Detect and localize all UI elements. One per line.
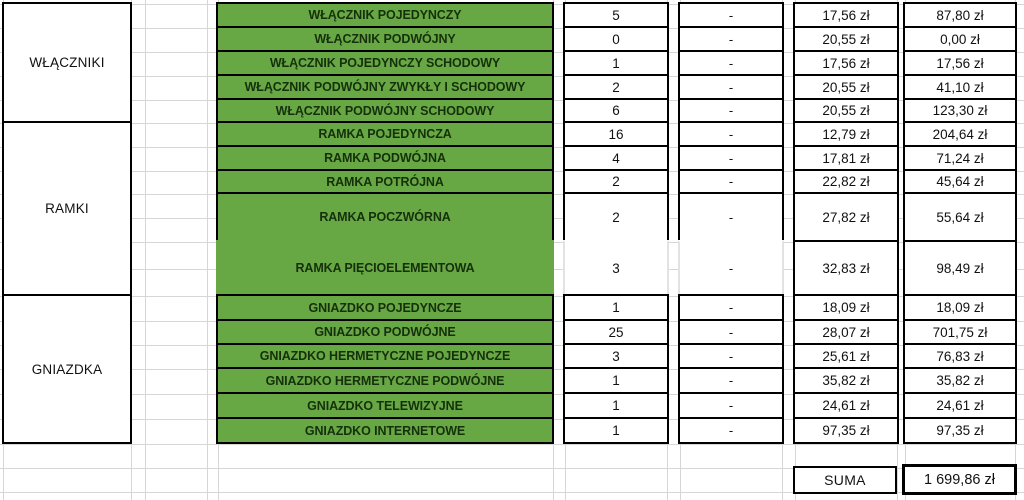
item-total-price-cell[interactable]: 76,83 zł [903,343,1017,369]
unit-price-column [793,2,899,444]
item-qty-cell[interactable]: 2 [563,192,669,242]
item-dash-cell[interactable]: - [678,417,784,444]
item-unit-price-cell[interactable]: 18,09 zł [793,294,899,321]
item-dash-cell[interactable]: - [678,319,784,345]
item-total-price-cell[interactable]: 87,80 zł [903,2,1017,28]
item-dash-cell[interactable]: - [678,2,784,28]
suma-label-cell[interactable]: SUMA [793,466,897,494]
item-name-cell[interactable]: RAMKA PODWÓJNA [216,145,554,171]
item-unit-price-cell[interactable]: 17,81 zł [793,145,899,171]
item-qty-cell[interactable]: 3 [563,240,669,296]
item-name-cell[interactable]: RAMKA POCZWÓRNA [216,192,554,242]
item-qty-cell[interactable]: 1 [563,392,669,419]
category-column [2,2,132,444]
item-qty-cell[interactable]: 1 [563,294,669,321]
item-name-cell[interactable]: RAMKA POJEDYNCZA [216,121,554,147]
item-total-price-cell[interactable]: 41,10 zł [903,74,1017,100]
item-qty-cell[interactable]: 0 [563,26,669,52]
item-dash-cell[interactable]: - [678,392,784,419]
item-name-cell[interactable]: RAMKA POTRÓJNA [216,169,554,194]
category-cell-wlaczniki[interactable]: WŁĄCZNIKI [2,2,132,123]
item-unit-price-cell[interactable]: 97,35 zł [793,417,899,444]
item-total-price-cell[interactable]: 55,64 zł [903,192,1017,242]
item-name-cell[interactable]: GNIAZDKO HERMETYCZNE PODWÓJNE [216,367,554,394]
item-total-price-cell[interactable]: 98,49 zł [903,240,1017,296]
item-name-cell[interactable]: WŁĄCZNIK POJEDYNCZY [216,2,554,28]
dash-column [678,2,784,444]
item-dash-cell[interactable]: - [678,145,784,171]
item-unit-price-cell[interactable]: 24,61 zł [793,392,899,419]
item-total-price-cell[interactable]: 123,30 zł [903,98,1017,123]
item-unit-price-cell[interactable]: 22,82 zł [793,169,899,194]
item-qty-cell[interactable]: 1 [563,367,669,394]
item-qty-cell[interactable]: 3 [563,343,669,369]
suma-total-cell[interactable]: 1 699,86 zł [902,464,1017,495]
item-unit-price-cell[interactable]: 20,55 zł [793,26,899,52]
item-unit-price-cell[interactable]: 28,07 zł [793,319,899,345]
item-total-price-cell[interactable]: 18,09 zł [903,294,1017,321]
item-dash-cell[interactable]: - [678,192,784,242]
item-total-price-cell[interactable]: 71,24 zł [903,145,1017,171]
item-qty-cell[interactable]: 2 [563,74,669,100]
item-total-price-cell[interactable]: 17,56 zł [903,50,1017,76]
item-dash-cell[interactable]: - [678,367,784,394]
item-total-price-cell[interactable]: 204,64 zł [903,121,1017,147]
item-dash-cell[interactable]: - [678,98,784,123]
item-dash-cell[interactable]: - [678,26,784,52]
item-unit-price-cell[interactable]: 12,79 zł [793,121,899,147]
item-unit-price-cell[interactable]: 17,56 zł [793,2,899,28]
item-dash-cell[interactable]: - [678,74,784,100]
total-price-column [903,2,1017,444]
item-qty-cell[interactable]: 25 [563,319,669,345]
item-name-cell[interactable]: WŁĄCZNIK PODWÓJNY SCHODOWY [216,98,554,123]
item-dash-cell[interactable]: - [678,169,784,194]
item-name-cell[interactable]: GNIAZDKO TELEWIZYJNE [216,392,554,419]
item-dash-cell[interactable]: - [678,240,784,296]
item-qty-cell[interactable]: 1 [563,50,669,76]
item-dash-cell[interactable]: - [678,294,784,321]
item-unit-price-cell[interactable]: 27,82 zł [793,192,899,242]
item-name-cell[interactable]: WŁĄCZNIK PODWÓJNY [216,26,554,52]
category-cell-gniazdka[interactable]: GNIAZDKA [2,294,132,444]
item-unit-price-cell[interactable]: 25,61 zł [793,343,899,369]
item-qty-cell[interactable]: 5 [563,2,669,28]
item-dash-cell[interactable]: - [678,50,784,76]
item-name-cell[interactable]: GNIAZDKO PODWÓJNE [216,319,554,345]
quantity-column [563,2,669,444]
item-unit-price-cell[interactable]: 20,55 zł [793,98,899,123]
item-name-cell[interactable]: GNIAZDKO INTERNETOWE [216,417,554,444]
item-name-cell[interactable]: RAMKA PIĘCIOELEMENTOWA [216,240,554,296]
item-total-price-cell[interactable]: 0,00 zł [903,26,1017,52]
item-unit-price-cell[interactable]: 35,82 zł [793,367,899,394]
item-name-cell[interactable]: GNIAZDKO HERMETYCZNE POJEDYNCZE [216,343,554,369]
item-total-price-cell[interactable]: 35,82 zł [903,367,1017,394]
item-qty-cell[interactable]: 16 [563,121,669,147]
item-total-price-cell[interactable]: 97,35 zł [903,417,1017,444]
item-name-cell[interactable]: WŁĄCZNIK POJEDYNCZY SCHODOWY [216,50,554,76]
category-cell-ramki[interactable]: RAMKI [2,121,132,296]
item-qty-cell[interactable]: 2 [563,169,669,194]
item-qty-cell[interactable]: 1 [563,417,669,444]
item-total-price-cell[interactable]: 701,75 zł [903,319,1017,345]
item-total-price-cell[interactable]: 24,61 zł [903,392,1017,419]
item-qty-cell[interactable]: 6 [563,98,669,123]
item-dash-cell[interactable]: - [678,121,784,147]
item-dash-cell[interactable]: - [678,343,784,369]
item-unit-price-cell[interactable]: 20,55 zł [793,74,899,100]
item-unit-price-cell[interactable]: 17,56 zł [793,50,899,76]
item-name-cell[interactable]: WŁĄCZNIK PODWÓJNY ZWYKŁY I SCHODOWY [216,74,554,100]
item-total-price-cell[interactable]: 45,64 zł [903,169,1017,194]
item-name-column [216,2,554,444]
item-qty-cell[interactable]: 4 [563,145,669,171]
item-unit-price-cell[interactable]: 32,83 zł [793,240,899,296]
item-name-cell[interactable]: GNIAZDKO POJEDYNCZE [216,294,554,321]
